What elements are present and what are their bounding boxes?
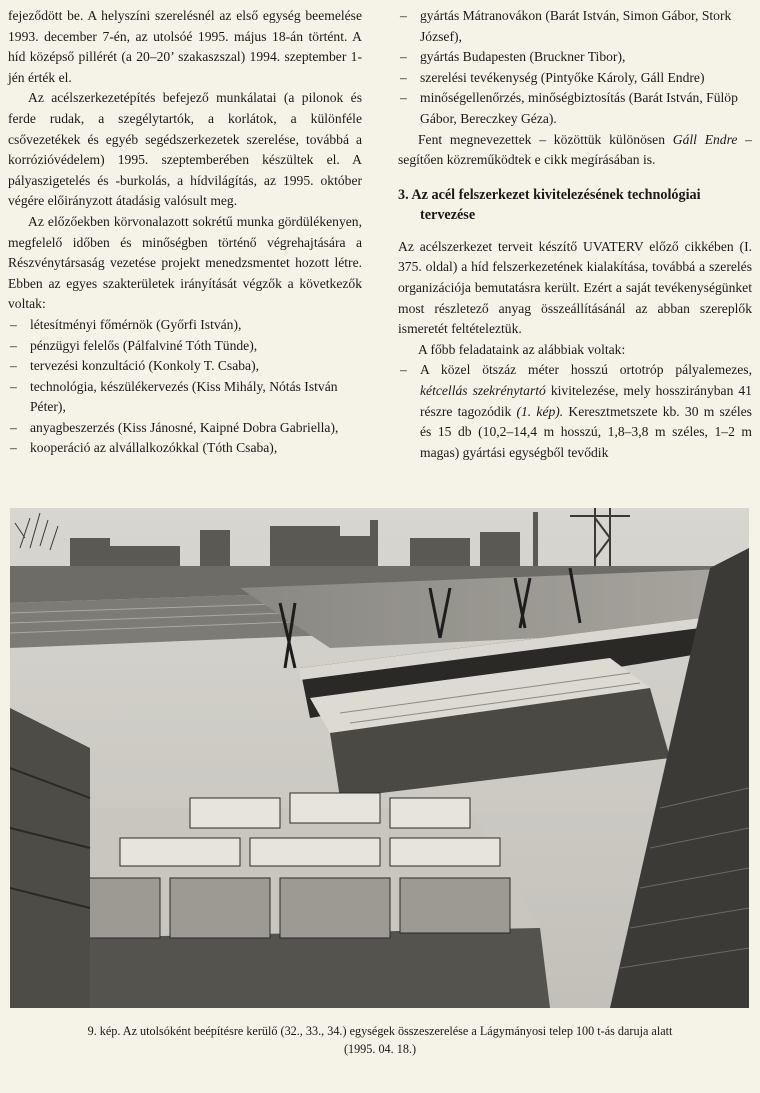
right-paragraph-2: A főbb feladataink az alábbiak voltak: <box>418 341 626 357</box>
staff-list <box>8 315 362 459</box>
acknowledgement-paragraph <box>398 130 752 171</box>
figure-caption <box>20 1022 740 1058</box>
figure-caption-line-2: (1995. 04. 18.) <box>343 1042 417 1056</box>
acknowledgement-text-end: – segítően közreműködtek e cikk megírásában is. <box>398 131 752 168</box>
list-item: – minőségellenőrzés, minőségbiztosítás (Barát István, Fülöp Gábor, Bereczkey Géza). <box>398 88 752 129</box>
staff-list-continued <box>398 6 752 130</box>
acknowledged-name: Gáll Endre <box>672 131 738 147</box>
list-item: – tervezési konzultáció (Konkoly T. Csaba), <box>8 356 362 377</box>
figure-caption-line-1: 9. kép. Az utolsóként beépítésre kerülő (32., 33., 34.) egységek összeszerelése a Lágymányosi telep 100 t-ás daruja alatt <box>87 1024 673 1038</box>
task-text: Keresztmetszete kb. 30 m széles és 15 db (10,2–14,4 m hosszú, 1,8–3,8 m széles, 1–2 m magas) gyártási egységből tevődik <box>420 403 752 460</box>
task-text: kivitelezése, mely hosszirányban 41 részre tagozódik <box>420 382 752 419</box>
list-item: – anyagbeszerzés (Kiss Jánosné, Kaipné Dobra Gabriella), <box>8 418 362 439</box>
right-column <box>398 6 752 463</box>
acknowledgement-text-start: Fent megnevezettek – közöttük különösen <box>418 131 673 147</box>
list-item: – gyártás Budapesten (Bruckner Tibor), <box>398 47 752 68</box>
task-text: A közel ötszáz méter hosszú ortotróp pályalemezes, <box>420 362 752 378</box>
section-heading: 3. Az acél felszerkezet kivitelezésének technológiai tervezése <box>398 186 701 223</box>
list-item: – technológia, készülékervezés (Kiss Mihály, Nótás István Péter), <box>8 377 362 418</box>
list-item: – szerelési tevékenység (Pintyőke Károly, Gáll Endre) <box>398 68 752 89</box>
construction-site-photo <box>10 508 749 1008</box>
left-paragraph-1: fejeződött be. A helyszíni szerelésnél az első egység beemelése 1993. december 7-én, az utolsóé 1995. május 18-án történt. A híd középső pillérét (a 20–20’ szakaszszal) 1994. szeptember 1-jén érték el. <box>8 8 362 85</box>
left-paragraph-2: Az acélszerkezetépítés befejező munkálatai (a pilonok és ferde rudak, a szegélytartók, a korlátok, a különféle csővezetékek és egyéb segédszerkezetek szerelése, továbbá a korrózióvédelem) 1995. szeptemberében készültek el. A pályaszigetelés és -burkolás, a hídvilágítás, az 1995. október végére előirányzott átadásig valósult meg. <box>8 90 362 209</box>
task-text-italic: kétcellás szekrénytartó <box>420 382 546 398</box>
list-item: – gyártás Mátranovákon (Barát István, Simon Gábor, Stork József), <box>398 6 752 47</box>
left-column <box>8 6 362 459</box>
task-list <box>398 360 752 463</box>
list-item: – pénzügyi felelős (Pálfalviné Tóth Tünde), <box>8 336 362 357</box>
figure-reference: (1. kép). <box>516 403 564 419</box>
bridge-segments-photo-illustration <box>10 508 749 1008</box>
list-item: – létesítményi főmérnök (Győrfi István), <box>8 315 362 336</box>
task-item <box>398 360 752 463</box>
list-item: – kooperáció az alvállalkozókkal (Tóth Csaba), <box>8 438 362 459</box>
right-paragraph-1: Az acélszerkezet terveit készítő UVATERV előző cikkében (I. 375. oldal) a híd felszerkezetének kialakítása, továbbá a szerelés organizációja bemutatásra került. Ezért a saját tevékenységünket most részletező anyag összeállításánál az abban szereplők ismeretét feltételeztük. <box>398 238 752 337</box>
left-paragraph-3: Az előzőekben körvonalazott sokrétű munka gördülékenyen, megfelelő időben és minőségben történő végrehajtására a Részvénytársaság vezetése projekt menedzsmentet hozott létre. Ebben az egyes szakterületek irányítását végzők a következők voltak: <box>8 213 362 312</box>
